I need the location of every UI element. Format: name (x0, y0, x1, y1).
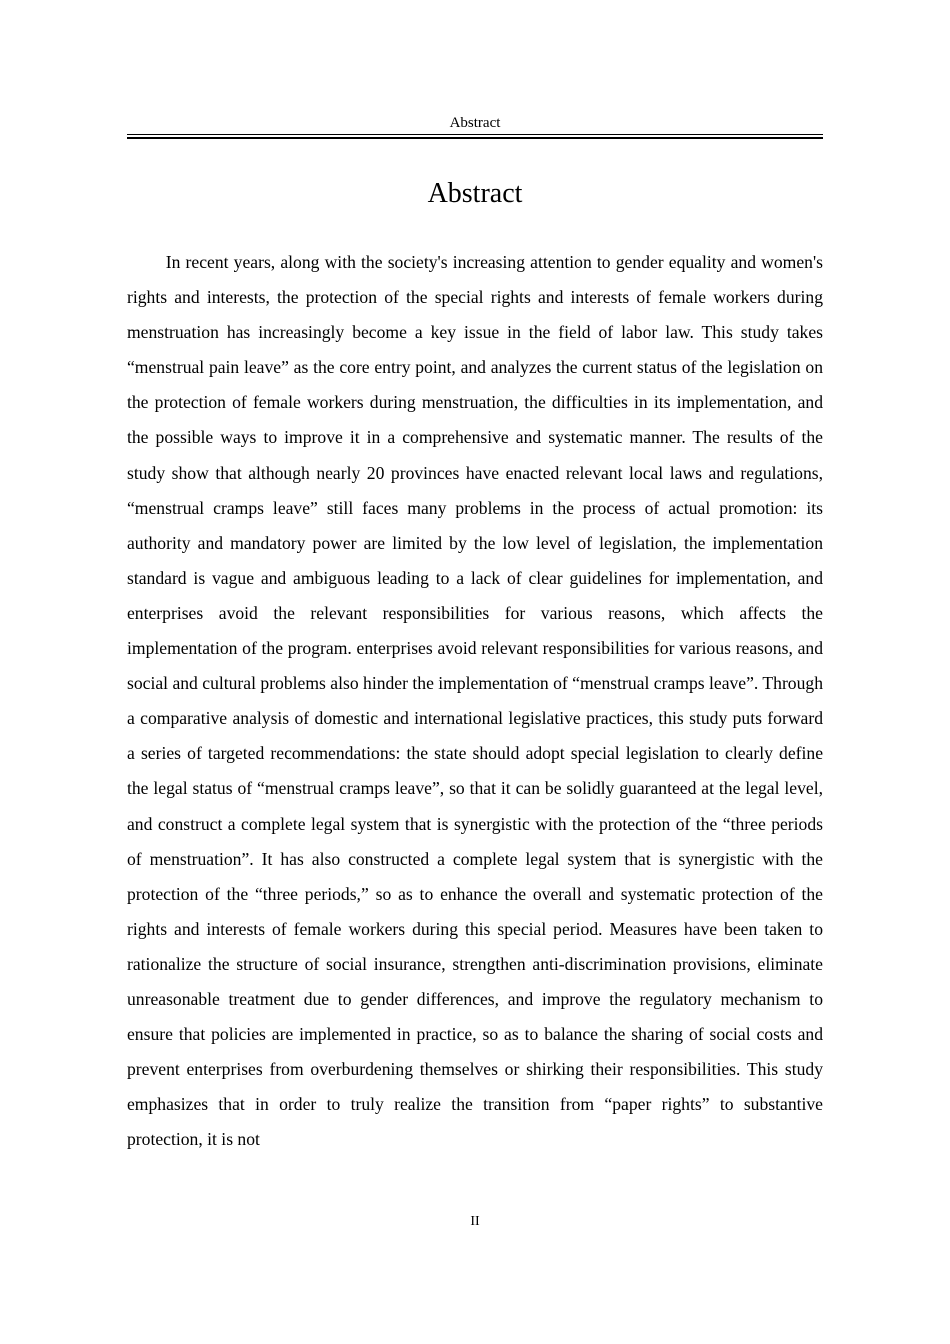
page-number: II (470, 1214, 480, 1229)
header-rule (127, 134, 823, 139)
running-header: Abstract (449, 115, 501, 131)
page-title: Abstract (427, 178, 523, 209)
abstract-paragraph: In recent years, along with the society's increasing attention to gender equality and women's rights and interests, the protection of the special rights and interests of female workers during menstruation has increasingly become a key issue in the field of labor law. This study takes “menstrual pain leave” as the core entry point, and analyzes the current status of the legislation on the protection of female workers during menstruation, the difficulties in its implementation, and the possible ways to improve it in a comprehensive and systematic manner. The results of the study show that although nearly 20 provinces have enacted relevant local laws and regulations, “menstrual cramps leave” still faces many problems in the process of actual promotion: its authority and mandatory power are limited by the low level of legislation, the implementation standard is vague and ambiguous leading to a lack of clear guidelines for implementation, and enterprises avoid the relevant responsibilities for various reasons, which affects the implementation of the program. enterprises avoid relevant responsibilities for various reasons, and social and cultural problems also hinder the implementation of “menstrual cramps leave”. Through a comparative analysis of domestic and international legislative practices, this study puts forward a series of targeted recommendations: the state should adopt special legislation to clearly define the legal status of “menstrual cramps leave”, so that it can be solidly guaranteed at the legal level, and construct a complete legal system that is synergistic with the protection of the “three periods of menstruation”. It has also constructed a complete legal system that is synergistic with the protection of the “three periods,” so as to enhance the overall and systematic protection of the rights and interests of female workers during this special period. Measures have been taken to rationalize the structure of social insurance, strengthen anti-discrimination provisions, eliminate unreasonable treatment due to gender differences, and improve the regulatory mechanism to ensure that policies are implemented in practice, so as to balance the sharing of social costs and prevent enterprises from overburdening themselves or shirking their responsibilities. This study emphasizes that in order to truly realize the transition from “paper rights” to substantive protection, it is not (127, 252, 823, 1150)
